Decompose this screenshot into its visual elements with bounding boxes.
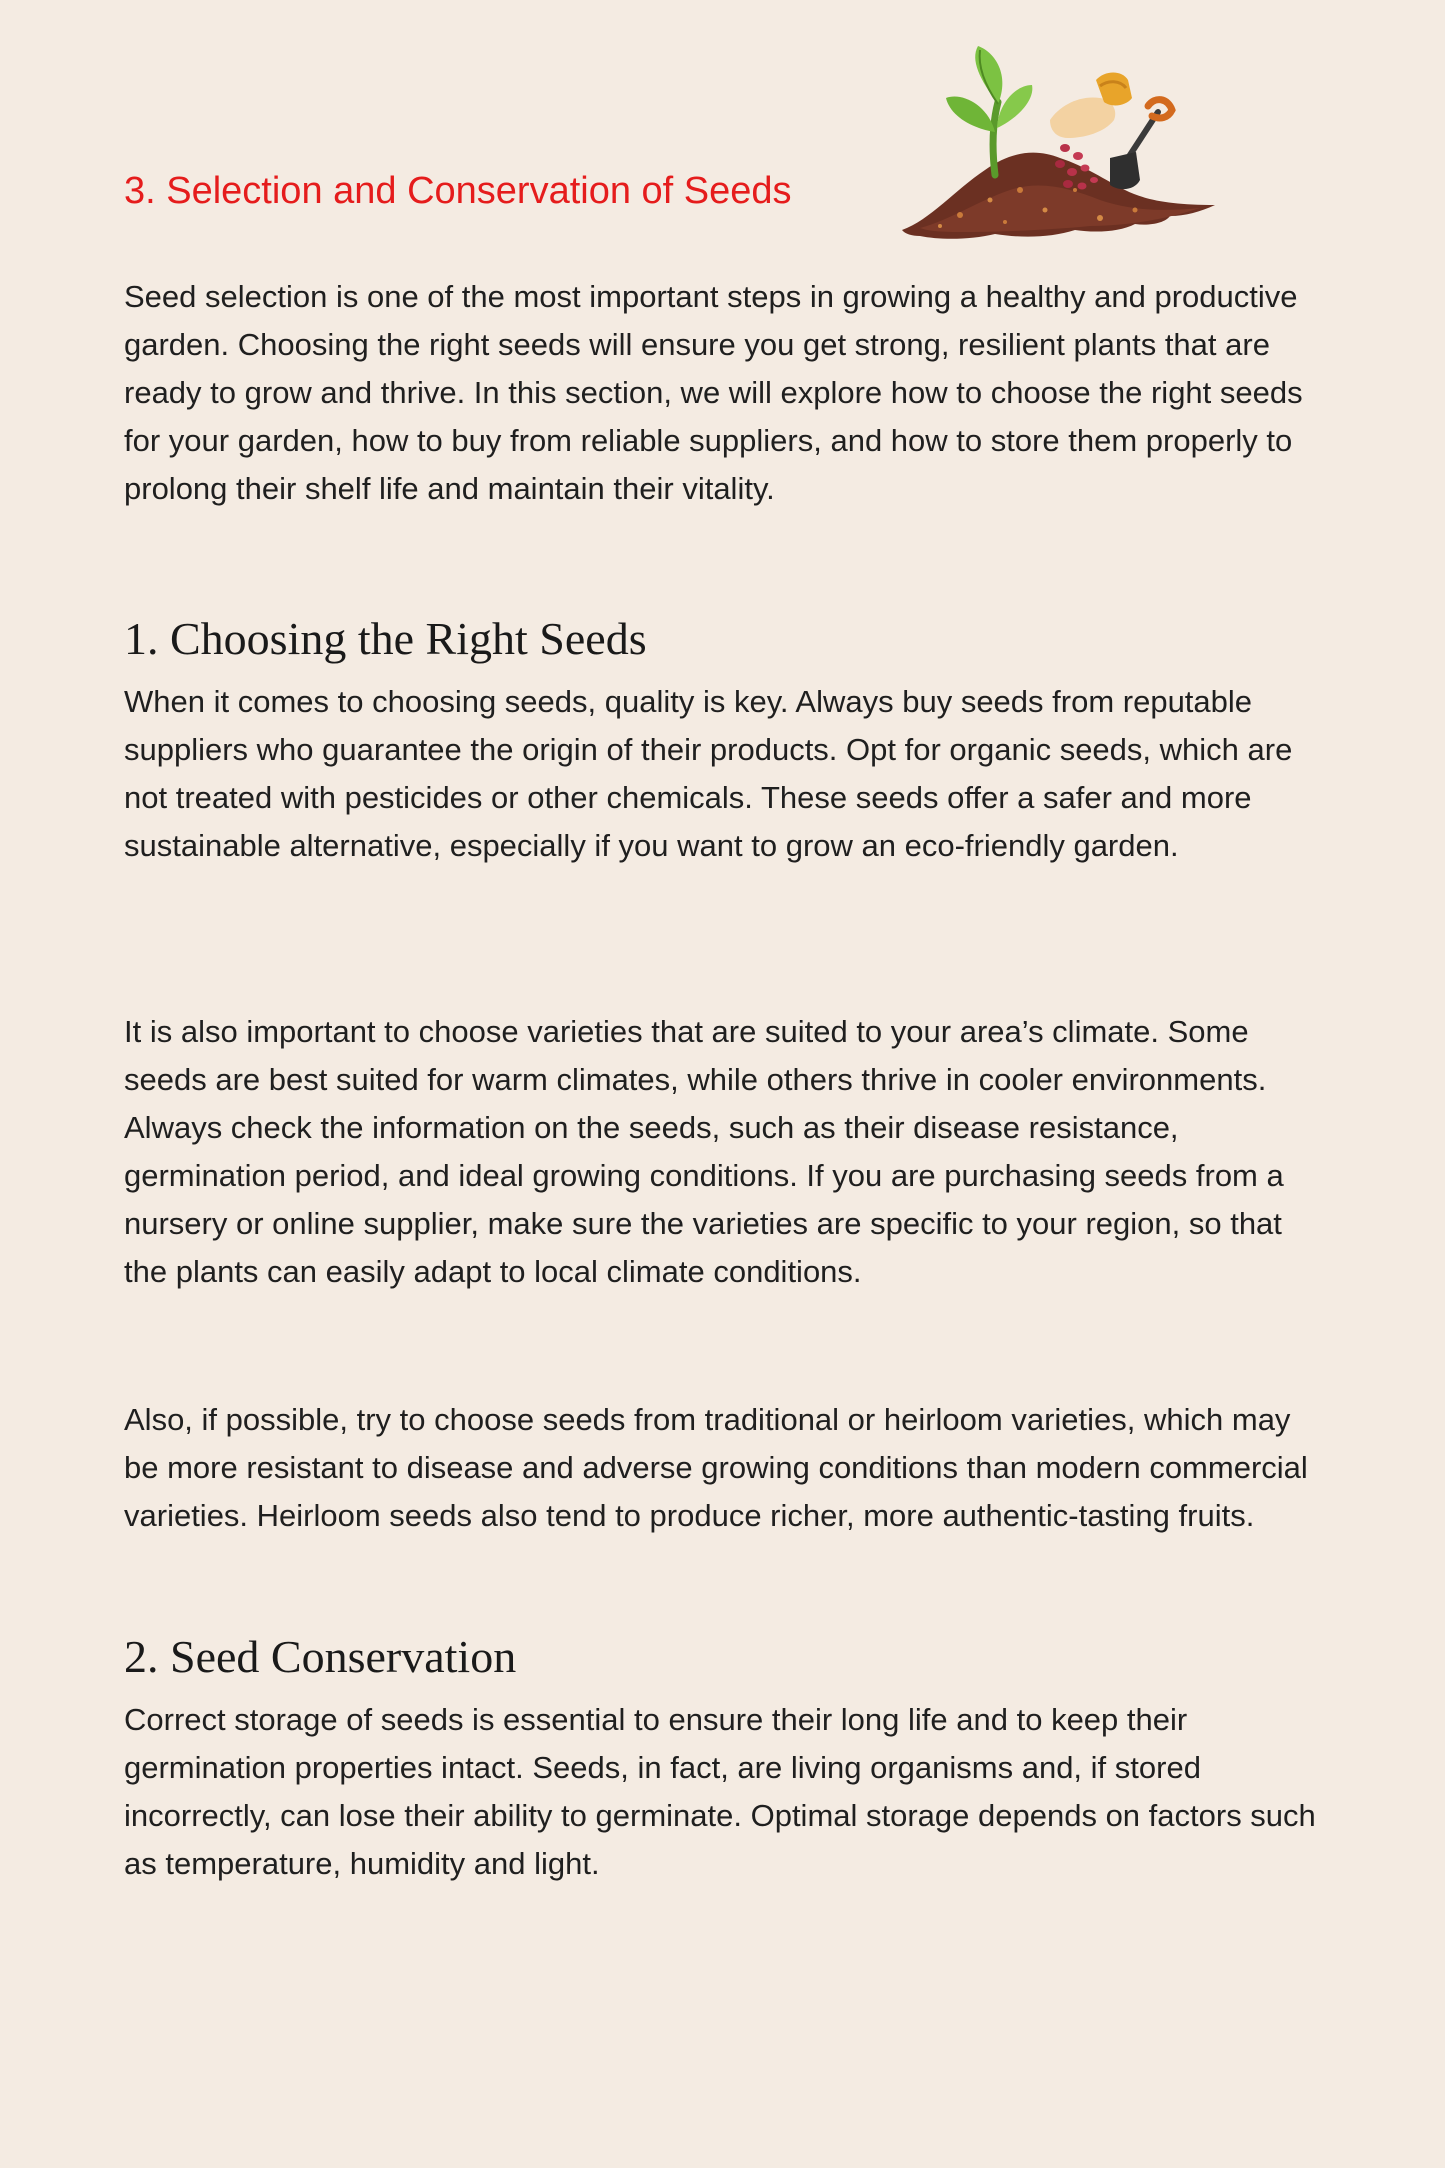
seed-conservation-heading: 2. Seed Conservation bbox=[124, 1631, 517, 1682]
intro-paragraph: Seed selection is one of the most important steps in growing a healthy and productive garden. Choosing the right seeds will ensure you get strong, resilient plants that are ready to grow and thrive. In this section, we will explore how to choose the right seeds for your garden, how to buy from reliable suppliers, and how to store them properly to prolong their shelf life and maintain their vitality. bbox=[124, 279, 1303, 506]
choosing-seeds-heading: 1. Choosing the Right Seeds bbox=[124, 613, 647, 664]
seedling-planting-illustration bbox=[900, 40, 1220, 250]
section-title: 3. Selection and Conservation of Seeds bbox=[124, 170, 792, 212]
choosing-paragraph-quality: When it comes to choosing seeds, quality is key. Always buy seeds from reputable suppliers who guarantee the origin of their products. Opt for organic seeds, which are not treated with pesticides or other chemicals. These seeds offer a safer and more sustainable alternative, especially if you want to grow an eco-friendly garden. bbox=[124, 684, 1293, 863]
choosing-paragraph-climate: It is also important to choose varieties that are suited to your area’s climate. Some seeds are best suited for warm climates, while others thrive in cooler environments. Always check the information on the seeds, such as their disease resistance, germination period, and ideal growing conditions. If you are purchasing seeds from a nursery or online supplier, make sure the varieties are specific to your region, so that the plants can easily adapt to local climate conditions. bbox=[124, 1014, 1284, 1289]
choosing-paragraph-heirloom: Also, if possible, try to choose seeds from traditional or heirloom varieties, which may be more resistant to disease and adverse growing conditions than modern commercial varieties. Heirloom seeds also tend to produce richer, more authentic-tasting fruits. bbox=[124, 1402, 1308, 1533]
conservation-paragraph-storage: Correct storage of seeds is essential to ensure their long life and to keep their germination properties intact. Seeds, in fact, are living organisms and, if stored incorrectly, can lose their ability to germinate. Optimal storage depends on factors such as temperature, humidity and light. bbox=[124, 1702, 1316, 1881]
